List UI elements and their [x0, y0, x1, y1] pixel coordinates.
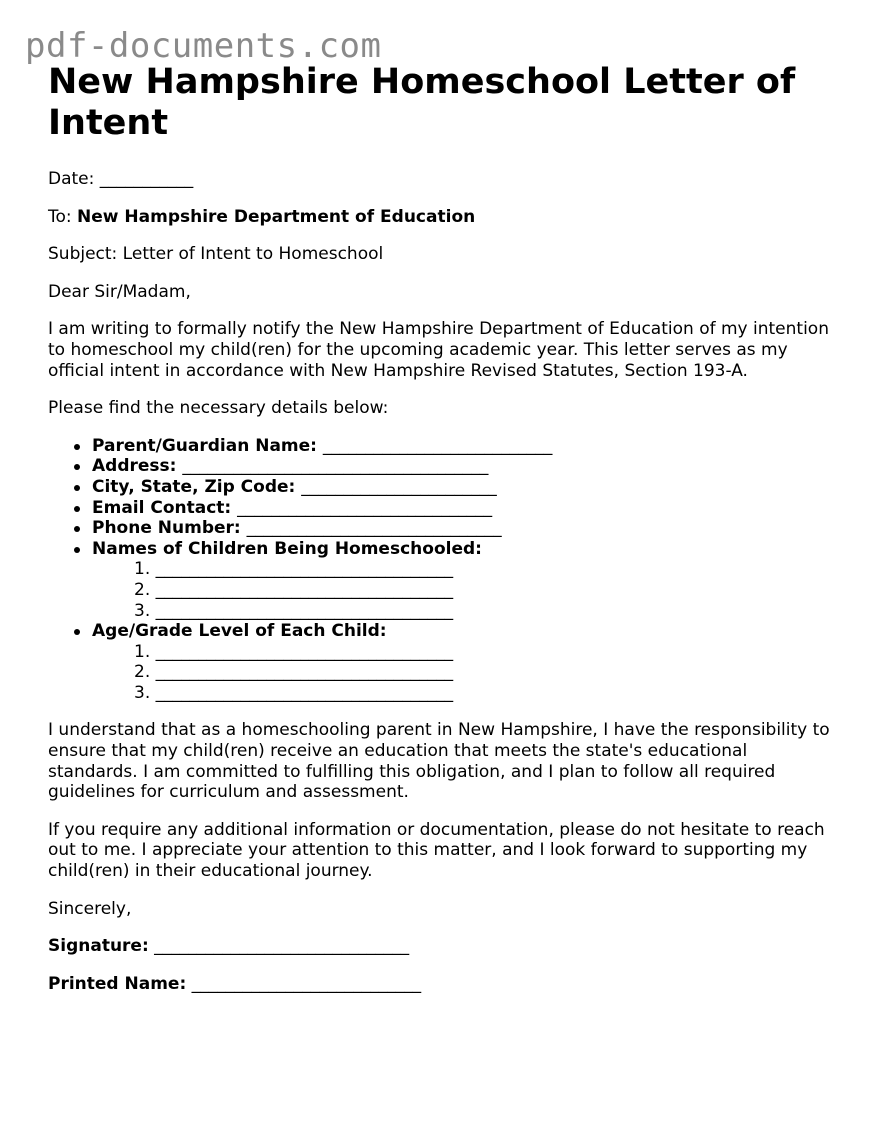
- recipient-line: [48, 207, 848, 228]
- list-item: 2. ___________________________________: [134, 579, 454, 600]
- parent-name-label: Parent/Guardian Name:: [92, 435, 317, 456]
- responsibility-paragraph: I understand that as a homeschooling parent in New Hampshire, I have the responsibility to ensure that my child(ren) receive an education that meets the state's educational standards. I am committed to fulfilling this obligation, and I plan to follow all required guidelines for curriculum and assessment.: [48, 720, 830, 803]
- children-names-list: [92, 559, 848, 621]
- signature-blank: ______________________________: [154, 936, 410, 957]
- children-names-label: Names of Children Being Homeschooled:: [92, 538, 482, 559]
- children-names-item: [92, 539, 848, 621]
- email-item: [92, 498, 848, 519]
- letter-document: [48, 62, 848, 994]
- parent-name-item: [92, 436, 848, 457]
- address-blank: ____________________________________: [182, 456, 489, 477]
- city-state-zip-item: [92, 477, 848, 498]
- phone-item: [92, 518, 848, 539]
- phone-blank: ______________________________: [246, 518, 502, 539]
- list-item: 1. ___________________________________: [134, 559, 454, 580]
- details-list: [48, 436, 848, 704]
- page-title: New Hampshire Homeschool Letter of Intent: [48, 62, 796, 143]
- date-label: Date:: [48, 169, 95, 189]
- list-item: 3. ___________________________________: [134, 682, 454, 703]
- subject-line: Subject: Letter of Intent to Homeschool: [48, 244, 384, 265]
- salutation: Dear Sir/Madam,: [48, 281, 191, 302]
- date-line: [48, 169, 848, 190]
- address-label: Address:: [92, 456, 177, 477]
- email-blank: ______________________________: [237, 497, 493, 518]
- email-label: Email Contact:: [92, 497, 232, 518]
- watermark: pdf-documents.com: [25, 26, 382, 66]
- age-grade-item: [92, 621, 848, 703]
- date-blank: ___________: [99, 169, 194, 189]
- address-item: [92, 456, 848, 477]
- printed-name-line: [48, 974, 848, 995]
- list-item: 2. ___________________________________: [134, 662, 454, 683]
- printed-name-blank: ___________________________: [191, 973, 422, 994]
- list-item: 1. ___________________________________: [134, 641, 454, 662]
- contact-paragraph: If you require any additional information or documentation, please do not hesitate to reach out to me. I appreciate your attention to this matter, and I look forward to supporting my child(ren) in their educational journey.: [48, 819, 825, 882]
- age-grade-list: [92, 642, 848, 704]
- list-item: 3. ___________________________________: [134, 600, 454, 621]
- details-intro: Please find the necessary details below:: [48, 398, 389, 419]
- age-grade-label: Age/Grade Level of Each Child:: [92, 621, 387, 642]
- recipient-name: New Hampshire Department of Education: [77, 206, 476, 227]
- closing: Sincerely,: [48, 898, 132, 919]
- intro-paragraph: I am writing to formally notify the New Hampshire Department of Education of my intention to homeschool my child(ren) for the upcoming academic year. This letter serves as my official intent in accordance with New Hampshire Revised Statutes, Section 193-A.: [48, 319, 829, 381]
- city-state-zip-blank: _______________________: [301, 476, 497, 497]
- parent-name-blank: ___________________________: [322, 435, 553, 456]
- recipient-label: To:: [48, 206, 72, 227]
- city-state-zip-label: City, State, Zip Code:: [92, 476, 296, 497]
- signature-line: [48, 936, 848, 957]
- phone-label: Phone Number:: [92, 518, 241, 539]
- printed-name-label: Printed Name:: [48, 973, 187, 994]
- signature-label: Signature:: [48, 936, 149, 957]
